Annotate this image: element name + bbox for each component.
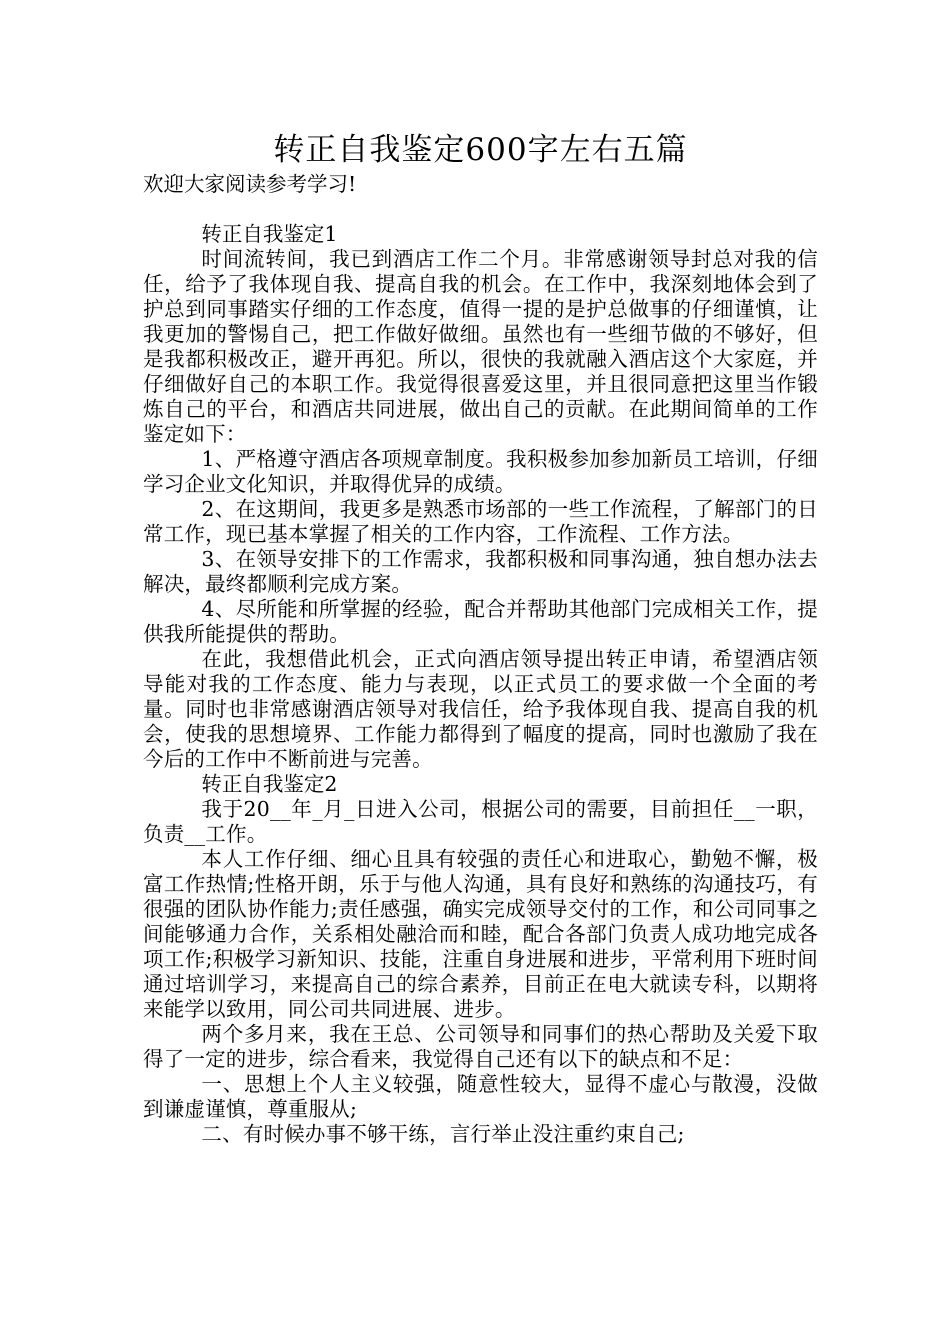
paragraph: 二、有时候办事不够干练，言行举止没注重约束自己;	[201, 1122, 685, 1146]
section-heading: 转正自我鉴定1	[201, 222, 338, 246]
paragraph: 本人工作仔细、细心且具有较强的责任心和进取心，勤勉不懈，极富工作热情;性格开朗，乐于与他人沟通，具有良好和熟练的沟通技巧，有很强的团队协作能力;责任感强，确实完成领导交付的工作，和公司同事之间能够通力合作，关系相处融洽而和睦，配合各部门负责人成功地完成各项工作;积极学习新知识、技能，注重自身进展和进步，平常利用下班时间通过培训学习，来提高自己的综合素养，目前正在电大就读专科，以期将来能学以致用，同公司共同进展、进步。	[143, 847, 818, 1021]
blank-line	[143, 197, 818, 222]
paragraph: 在此，我想借此机会，正式向酒店领导提出转正申请，希望酒店领导能对我的工作态度、能力与表现，以正式员工的要求做一个全面的考量。同时也非常感谢酒店领导对我信任，给予我体现自我、提高自我的机会，使我的思想境界、工作能力都得到了幅度的提高，同时也激励了我在今后的工作中不断前进与完善。	[143, 647, 818, 771]
paragraph: 4、尽所能和所掌握的经验，配合并帮助其他部门完成相关工作，提供我所能提供的帮助。	[143, 597, 818, 646]
section-heading: 转正自我鉴定2	[201, 772, 338, 796]
paragraph: 3、在领导安排下的工作需求，我都积极和同事沟通，独自想办法去解决，最终都顺利完成方案。	[143, 547, 818, 596]
document-title: 转正自我鉴定600字左右五篇	[273, 132, 688, 168]
paragraph: 时间流转间，我已到酒店工作二个月。非常感谢领导封总对我的信任，给予了我体现自我、提高自我的机会。在工作中，我深刻地体会到了护总到同事踏实仔细的工作态度，值得一提的是护总做事的仔细谨慎，让我更加的警惕自己，把工作做好做细。虽然也有一些细节做的不够好，但是我都积极改正，避开再犯。所以，很快的我就融入酒店这个大家庭，并仔细做好自己的本职工作。我觉得很喜爱这里，并且很同意把这里当作锻炼自己的平台，和酒店共同进展，做出自己的贡献。在此期间简单的工作鉴定如下：	[143, 247, 818, 446]
document-page	[143, 128, 818, 1147]
paragraph: 我于20__年_月_日进入公司，根据公司的需要，目前担任__一职，负责__工作。	[143, 797, 818, 846]
intro-text: 欢迎大家阅读参考学习!	[143, 172, 357, 196]
paragraph: 两个多月来，我在王总、公司领导和同事们的热心帮助及关爱下取得了一定的进步，综合看来，我觉得自己还有以下的缺点和不足：	[143, 1022, 818, 1071]
paragraph: 2、在这期间，我更多是熟悉市场部的一些工作流程，了解部门的日常工作，现已基本掌握了相关的工作内容，工作流程、工作方法。	[143, 497, 818, 546]
paragraph: 一、思想上个人主义较强，随意性较大，显得不虚心与散漫，没做到谦虚谨慎，尊重服从;	[143, 1072, 818, 1121]
paragraph: 1、严格遵守酒店各项规章制度。我积极参加参加新员工培训，仔细学习企业文化知识，并取得优异的成绩。	[143, 447, 818, 496]
